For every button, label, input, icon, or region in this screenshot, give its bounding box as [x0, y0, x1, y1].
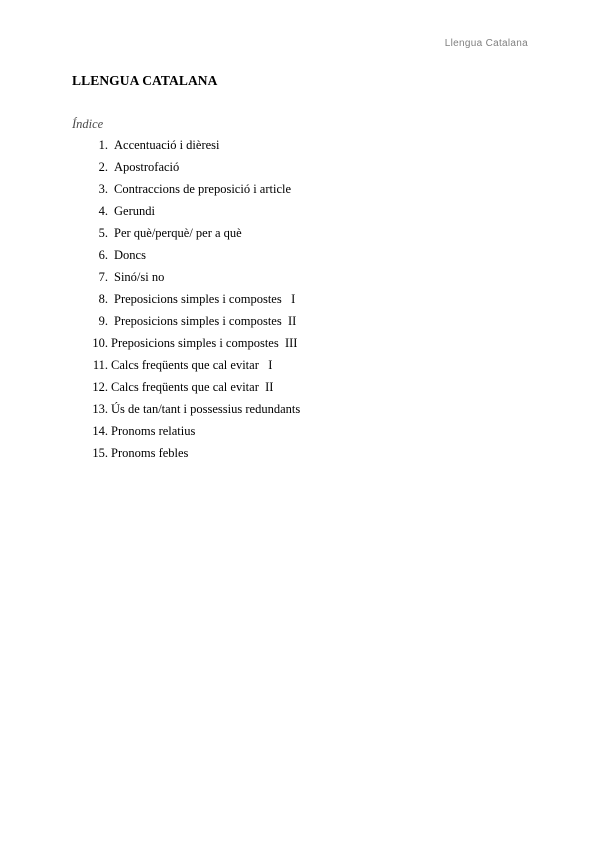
- toc-label: Doncs: [114, 248, 146, 262]
- running-header: Llengua Catalana: [444, 38, 528, 49]
- toc-item-7[interactable]: [72, 266, 300, 288]
- toc-label: Calcs freqüents que cal evitar II: [111, 380, 274, 394]
- toc-label: Preposicions simples i compostes II: [114, 314, 297, 328]
- toc-label: Preposicions simples i compostes I: [114, 292, 296, 306]
- toc-number: 14.: [92, 424, 108, 438]
- toc-label: Apostrofació: [114, 160, 180, 174]
- index-heading: Índice: [72, 117, 104, 131]
- toc-number: 9.: [98, 314, 108, 328]
- toc-number: 11.: [92, 358, 108, 372]
- toc-number: 4.: [98, 204, 108, 218]
- toc-label: Pronoms relatius: [111, 424, 196, 438]
- toc-item-9[interactable]: [72, 310, 300, 332]
- toc-item-4[interactable]: [72, 200, 300, 222]
- toc-item-12[interactable]: [72, 376, 300, 398]
- toc-label: Calcs freqüents que cal evitar I: [111, 358, 273, 372]
- toc-item-5[interactable]: [72, 222, 300, 244]
- toc-label: Per què/perquè/ per a què: [114, 226, 242, 240]
- toc-item-6[interactable]: [72, 244, 300, 266]
- toc-number: 6.: [98, 248, 108, 262]
- toc-label: Pronoms febles: [111, 446, 189, 460]
- toc-item-8[interactable]: [72, 288, 300, 310]
- toc-number: 5.: [98, 226, 108, 240]
- toc-label: Gerundi: [114, 204, 155, 218]
- toc-number: 7.: [98, 270, 108, 284]
- toc-item-2[interactable]: [72, 156, 300, 178]
- toc-item-14[interactable]: [72, 420, 300, 442]
- toc-number: 3.: [98, 182, 108, 196]
- toc-number: 15.: [92, 446, 108, 460]
- toc-item-10[interactable]: [72, 332, 300, 354]
- table-of-contents: [72, 134, 300, 464]
- toc-item-1[interactable]: [72, 134, 300, 156]
- toc-label: Sinó/si no: [114, 270, 165, 284]
- toc-item-11[interactable]: [72, 354, 300, 376]
- toc-number: 2.: [98, 160, 108, 174]
- toc-number: 13.: [92, 402, 108, 416]
- toc-label: Ús de tan/tant i possessius redundants: [111, 402, 301, 416]
- toc-number: 12.: [92, 380, 108, 394]
- toc-number: 10.: [92, 336, 108, 350]
- toc-item-3[interactable]: [72, 178, 300, 200]
- toc-label: Contraccions de preposició i article: [114, 182, 292, 196]
- toc-label: Preposicions simples i compostes III: [111, 336, 298, 350]
- toc-label: Accentuació i dièresi: [114, 138, 220, 152]
- toc-item-13[interactable]: [72, 398, 300, 420]
- toc-number: 8.: [98, 292, 108, 306]
- document-title: LLENGUA CATALANA: [72, 73, 218, 88]
- toc-number: 1.: [98, 138, 108, 152]
- toc-item-15[interactable]: [72, 442, 300, 464]
